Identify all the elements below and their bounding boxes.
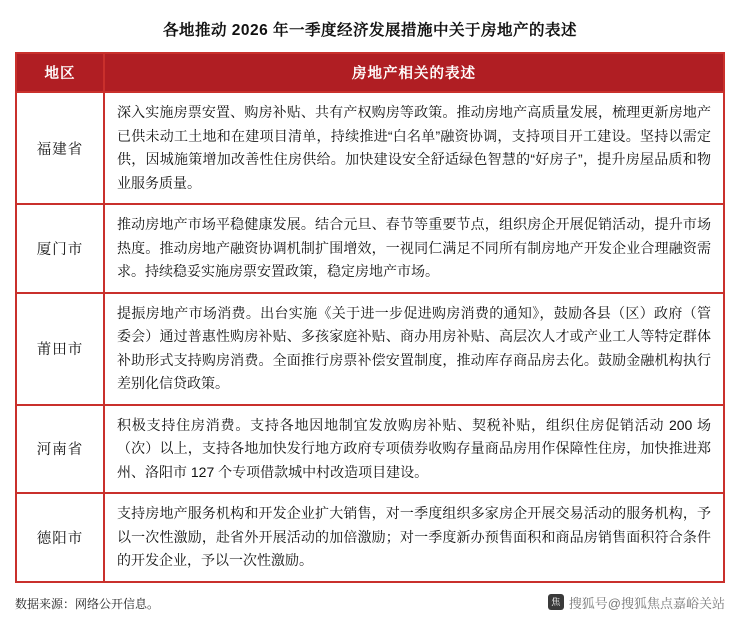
footer	[15, 593, 725, 612]
region-cell: 河南省	[16, 405, 104, 494]
table-row	[16, 204, 724, 293]
region-cell: 福建省	[16, 92, 104, 204]
statement-cell: 深入实施房票安置、购房补贴、共有产权购房等政策。推动房地产高质量发展，梳理更新房地产已供未动工土地和在建项目清单，持续推进“白名单”融资协调，支持项目开工建设。坚持以需定供，因城施策增加改善性住房供给。加快建设安全舒适绿色智慧的“好房子”，提升房屋品质和物业服务质量。	[104, 92, 724, 204]
table-row	[16, 493, 724, 582]
statement-cell: 支持房地产服务机构和开发企业扩大销售，对一季度组织多家房企开展交易活动的服务机构，予以一次性激励，赴省外开展活动的加倍激励；对一季度新办预售面积和商品房销售面积符合条件的开发企业，予以一次性激励。	[104, 493, 724, 582]
table-row	[16, 92, 724, 204]
statement-cell: 推动房地产市场平稳健康发展。结合元旦、春节等重要节点，组织房企开展促销活动，提升市场热度。推动房地产融资协调机制扩围增效，一视同仁满足不同所有制房地产开发企业合理融资需求。持续稳妥实施房票安置政策，稳定房地产市场。	[104, 204, 724, 293]
region-cell: 德阳市	[16, 493, 104, 582]
page-title: 各地推动 2026 年一季度经济发展措施中关于房地产的表述	[162, 22, 578, 39]
watermark	[548, 593, 725, 612]
region-cell: 厦门市	[16, 204, 104, 293]
region-cell: 莆田市	[16, 293, 104, 405]
table-header	[16, 53, 724, 92]
statement-cell: 提振房地产市场消费。出台实施《关于进一步促进购房消费的通知》，鼓励各县（区）政府（管委会）通过普惠性购房补贴、多孩家庭补贴、商办用房补贴、高层次人才或产业工人等特定群体补助形式支持购房消费。全面推行房票补偿安置制度，推动库存商品房去化。鼓励金融机构执行差别化信贷政策。	[104, 293, 724, 405]
header-statement: 房地产相关的表述	[104, 53, 724, 92]
table-row	[16, 405, 724, 494]
header-region: 地区	[16, 53, 104, 92]
table-row	[16, 293, 724, 405]
sohu-focus-logo-icon: 焦	[548, 594, 564, 610]
policy-table	[15, 52, 725, 583]
statement-cell: 积极支持住房消费。支持各地因地制宜发放购房补贴、契税补贴，组织住房促销活动 200 场（次）以上，支持各地加快发行地方政府专项债券收购存量商品房用作保障性住房，加快推进郑州、洛阳市 127 个专项借款城中村改造项目建设。	[104, 405, 724, 494]
watermark-label: 搜狐号@搜狐焦点嘉峪关站	[568, 595, 725, 611]
data-source-note: 数据来源：网络公开信息。	[15, 596, 160, 611]
